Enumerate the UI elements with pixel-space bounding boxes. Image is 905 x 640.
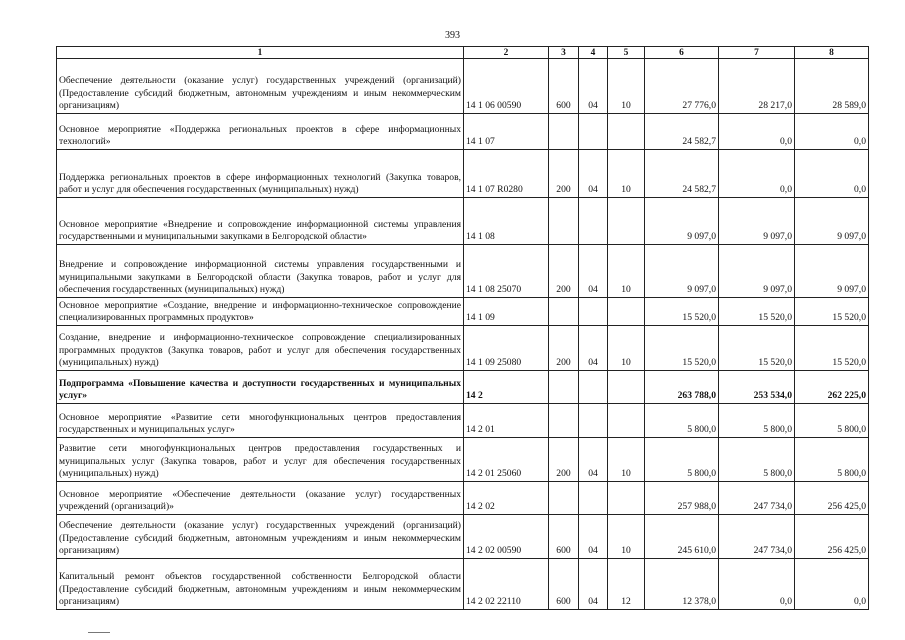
row-vr bbox=[549, 298, 579, 326]
table-row bbox=[57, 150, 869, 198]
row-rz: 04 bbox=[579, 59, 608, 114]
row-vr: 200 bbox=[549, 438, 579, 482]
header-col-1: 1 bbox=[57, 47, 464, 59]
row-code: 14 2 01 25060 bbox=[464, 438, 549, 482]
row-rz bbox=[579, 482, 608, 515]
row-pr: 10 bbox=[608, 150, 645, 198]
row-value-2021: 15 520,0 bbox=[719, 298, 795, 326]
row-value-2022: 5 800,0 bbox=[795, 438, 869, 482]
row-name: Основное мероприятие «Обеспечение деятельности (оказание услуг) государственных учреждений (организаций)» bbox=[57, 482, 464, 515]
row-rz: 04 bbox=[579, 326, 608, 371]
row-name: Основное мероприятие «Внедрение и сопровождение информационной системы управления государственными и муниципальными закупками в Белгородской области» bbox=[57, 198, 464, 245]
row-value-2021: 0,0 bbox=[719, 114, 795, 150]
row-pr bbox=[608, 114, 645, 150]
row-rz bbox=[579, 114, 608, 150]
table-row bbox=[57, 482, 869, 515]
table-row bbox=[57, 298, 869, 326]
row-vr: 600 bbox=[549, 559, 579, 610]
row-code: 14 1 08 25070 bbox=[464, 245, 549, 298]
header-col-3: 3 bbox=[549, 47, 579, 59]
row-name: Поддержка региональных проектов в сфере информационных технологий (Закупка товаров, работ и услуг для обеспечения государственных (муниципальных) нужд) bbox=[57, 150, 464, 198]
row-value-2021: 247 734,0 bbox=[719, 515, 795, 559]
row-value-2020: 263 788,0 bbox=[645, 371, 719, 404]
row-name: Основное мероприятие «Создание, внедрение и информационно-техническое сопровождение специализированных программных продуктов» bbox=[57, 298, 464, 326]
row-value-2021: 0,0 bbox=[719, 150, 795, 198]
row-name: Основное мероприятие «Поддержка региональных проектов в сфере информационных технологий» bbox=[57, 114, 464, 150]
row-code: 14 1 07 R0280 bbox=[464, 150, 549, 198]
table-row bbox=[57, 326, 869, 371]
page-number: 393 bbox=[445, 30, 460, 41]
row-pr: 12 bbox=[608, 559, 645, 610]
row-value-2021: 9 097,0 bbox=[719, 198, 795, 245]
table-row bbox=[57, 245, 869, 298]
row-value-2020: 245 610,0 bbox=[645, 515, 719, 559]
row-pr bbox=[608, 371, 645, 404]
row-value-2020: 5 800,0 bbox=[645, 404, 719, 438]
row-name: Обеспечение деятельности (оказание услуг) государственных учреждений (организаций) (Предоставление субсидий бюджетным, автономным учреждениям и иным некоммерческим организациям) bbox=[57, 59, 464, 114]
row-rz: 04 bbox=[579, 559, 608, 610]
table-row bbox=[57, 404, 869, 438]
row-value-2020: 24 582,7 bbox=[645, 150, 719, 198]
table-row bbox=[57, 515, 869, 559]
row-value-2022: 15 520,0 bbox=[795, 326, 869, 371]
row-rz bbox=[579, 298, 608, 326]
row-vr bbox=[549, 198, 579, 245]
row-code: 14 2 02 22110 bbox=[464, 559, 549, 610]
row-rz bbox=[579, 371, 608, 404]
row-vr: 200 bbox=[549, 245, 579, 298]
row-pr bbox=[608, 198, 645, 245]
header-row bbox=[57, 47, 869, 59]
header-col-7: 7 bbox=[719, 47, 795, 59]
row-value-2021: 0,0 bbox=[719, 559, 795, 610]
row-value-2020: 257 988,0 bbox=[645, 482, 719, 515]
row-pr: 10 bbox=[608, 438, 645, 482]
row-value-2021: 253 534,0 bbox=[719, 371, 795, 404]
row-rz: 04 bbox=[579, 438, 608, 482]
row-code: 14 1 09 25080 bbox=[464, 326, 549, 371]
row-code: 14 2 02 00590 bbox=[464, 515, 549, 559]
row-vr bbox=[549, 371, 579, 404]
row-code: 14 1 09 bbox=[464, 298, 549, 326]
row-vr: 600 bbox=[549, 59, 579, 114]
row-value-2020: 5 800,0 bbox=[645, 438, 719, 482]
row-value-2021: 247 734,0 bbox=[719, 482, 795, 515]
row-name: Развитие сети многофункциональных центров предоставления государственных и муниципальных услуг (Закупка товаров, работ и услуг для обеспечения государственных (муниципальных) нужд) bbox=[57, 438, 464, 482]
header-col-5: 5 bbox=[608, 47, 645, 59]
row-name: Подпрограмма «Повышение качества и доступности государственных и муниципальных услуг» bbox=[57, 371, 464, 404]
row-name: Внедрение и сопровождение информационной системы управления государственными и муниципальными закупками в Белгородской области (Закупка товаров, работ и услуг для обеспечения государственных (муниципальных) нужд) bbox=[57, 245, 464, 298]
header-col-8: 8 bbox=[795, 47, 869, 59]
row-value-2020: 9 097,0 bbox=[645, 198, 719, 245]
header-col-2: 2 bbox=[464, 47, 549, 59]
row-code: 14 1 07 bbox=[464, 114, 549, 150]
row-rz bbox=[579, 198, 608, 245]
row-value-2020: 15 520,0 bbox=[645, 298, 719, 326]
table-row bbox=[57, 438, 869, 482]
row-code: 14 1 08 bbox=[464, 198, 549, 245]
row-pr: 10 bbox=[608, 326, 645, 371]
row-code: 14 2 bbox=[464, 371, 549, 404]
row-value-2022: 0,0 bbox=[795, 150, 869, 198]
row-value-2020: 27 776,0 bbox=[645, 59, 719, 114]
row-code: 14 2 02 bbox=[464, 482, 549, 515]
row-vr bbox=[549, 482, 579, 515]
row-value-2021: 28 217,0 bbox=[719, 59, 795, 114]
row-value-2022: 5 800,0 bbox=[795, 404, 869, 438]
row-value-2020: 9 097,0 bbox=[645, 245, 719, 298]
row-pr bbox=[608, 298, 645, 326]
row-pr: 10 bbox=[608, 59, 645, 114]
row-pr: 10 bbox=[608, 245, 645, 298]
row-value-2022: 256 425,0 bbox=[795, 482, 869, 515]
row-pr: 10 bbox=[608, 515, 645, 559]
row-vr: 600 bbox=[549, 515, 579, 559]
table-row bbox=[57, 114, 869, 150]
row-value-2022: 9 097,0 bbox=[795, 245, 869, 298]
row-vr: 200 bbox=[549, 150, 579, 198]
row-value-2022: 9 097,0 bbox=[795, 198, 869, 245]
row-value-2021: 5 800,0 bbox=[719, 438, 795, 482]
row-value-2022: 0,0 bbox=[795, 114, 869, 150]
row-rz: 04 bbox=[579, 150, 608, 198]
header-col-6: 6 bbox=[645, 47, 719, 59]
row-vr bbox=[549, 404, 579, 438]
row-value-2020: 24 582,7 bbox=[645, 114, 719, 150]
row-vr bbox=[549, 114, 579, 150]
scan-mark bbox=[88, 632, 110, 633]
row-rz: 04 bbox=[579, 515, 608, 559]
row-name: Основное мероприятие «Развитие сети многофункциональных центров предоставления государственных и муниципальных услуг» bbox=[57, 404, 464, 438]
row-value-2021: 5 800,0 bbox=[719, 404, 795, 438]
row-pr bbox=[608, 482, 645, 515]
budget-table bbox=[56, 46, 869, 610]
row-value-2022: 28 589,0 bbox=[795, 59, 869, 114]
row-value-2020: 15 520,0 bbox=[645, 326, 719, 371]
row-code: 14 2 01 bbox=[464, 404, 549, 438]
header-col-4: 4 bbox=[579, 47, 608, 59]
table-row bbox=[57, 371, 869, 404]
row-value-2020: 12 378,0 bbox=[645, 559, 719, 610]
table-row bbox=[57, 59, 869, 114]
row-pr bbox=[608, 404, 645, 438]
row-value-2022: 256 425,0 bbox=[795, 515, 869, 559]
row-rz: 04 bbox=[579, 245, 608, 298]
row-name: Капитальный ремонт объектов государственной собственности Белгородской области (Предоставление субсидий бюджетным, автономным учреждениям и иным некоммерческим организациям) bbox=[57, 559, 464, 610]
row-name: Создание, внедрение и информационно-техническое сопровождение специализированных программных продуктов (Закупка товаров, работ и услуг для обеспечения государственных (муниципальных) нужд) bbox=[57, 326, 464, 371]
row-code: 14 1 06 00590 bbox=[464, 59, 549, 114]
row-name: Обеспечение деятельности (оказание услуг) государственных учреждений (организаций) (Предоставление субсидий бюджетным, автономным учреждениям и иным некоммерческим организациям) bbox=[57, 515, 464, 559]
row-value-2021: 9 097,0 bbox=[719, 245, 795, 298]
row-rz bbox=[579, 404, 608, 438]
row-value-2022: 15 520,0 bbox=[795, 298, 869, 326]
row-value-2021: 15 520,0 bbox=[719, 326, 795, 371]
table-row bbox=[57, 198, 869, 245]
row-value-2022: 262 225,0 bbox=[795, 371, 869, 404]
table-row bbox=[57, 559, 869, 610]
row-vr: 200 bbox=[549, 326, 579, 371]
row-value-2022: 0,0 bbox=[795, 559, 869, 610]
